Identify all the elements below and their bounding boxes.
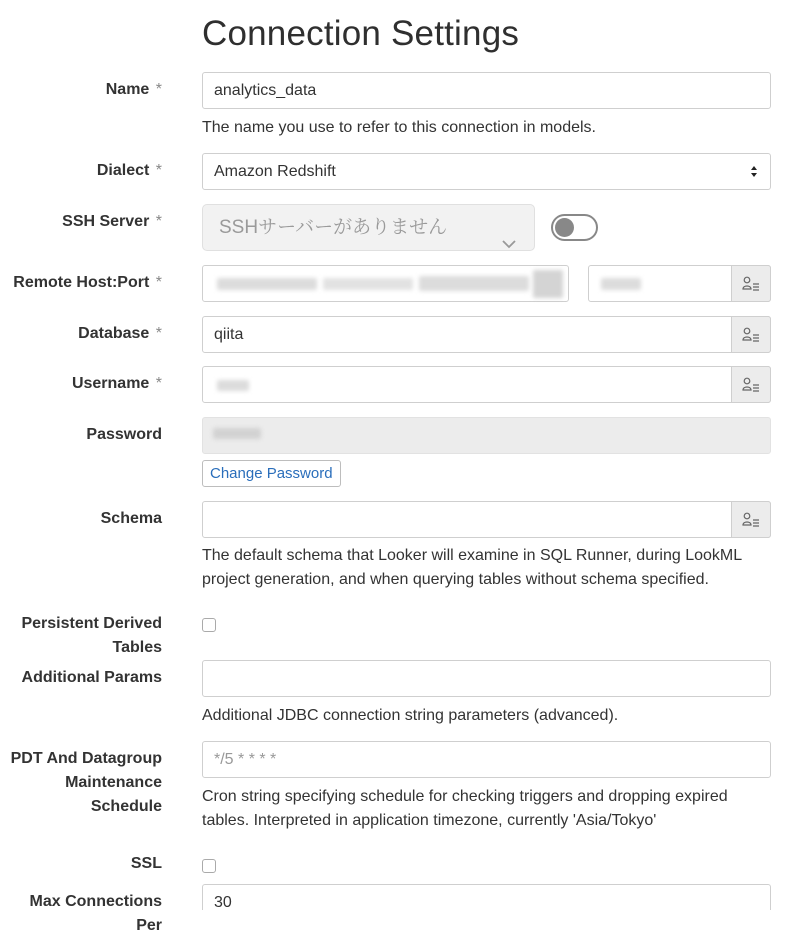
remote-host-input[interactable]: [202, 265, 569, 302]
username-input[interactable]: [202, 366, 771, 403]
ssh-server-select[interactable]: SSHサーバーがありません: [202, 204, 535, 251]
dialect-label: Dialect *: [96, 162, 162, 179]
toggle-knob: [555, 218, 574, 237]
user-list-icon[interactable]: [731, 366, 771, 403]
dialect-select[interactable]: Amazon Redshift: [202, 153, 771, 190]
redacted-text: [213, 428, 261, 439]
ssl-checkbox[interactable]: [202, 859, 216, 873]
chevron-down-icon: [502, 221, 516, 266]
pdt-schedule-help-text: Cron string specifying schedule for checking triggers and dropping expired tables. Interpreted in application timezone, currently 'Asia/Tokyo': [202, 788, 728, 829]
redacted-text: [601, 278, 641, 290]
change-password-button[interactable]: Change Password: [202, 460, 341, 487]
redacted-text: [419, 276, 529, 291]
user-list-icon[interactable]: [731, 501, 771, 538]
schema-label: Schema: [100, 510, 162, 527]
name-input[interactable]: analytics_data: [202, 72, 771, 109]
password-label: Password: [86, 426, 162, 443]
ssl-label: SSL: [130, 855, 162, 872]
additional-params-help-text: Additional JDBC connection string parameters (advanced).: [202, 707, 619, 724]
updown-arrows-icon: [750, 165, 758, 178]
remote-host-label: Remote Host:Port *: [13, 274, 162, 291]
name-label: Name *: [105, 81, 162, 98]
redacted-text: [533, 270, 563, 298]
database-label: Database *: [78, 325, 162, 342]
user-list-icon[interactable]: [731, 265, 771, 302]
pdt-checkbox[interactable]: [202, 618, 216, 632]
redacted-text: [217, 278, 317, 290]
user-list-icon[interactable]: [731, 316, 771, 353]
ssh-server-label: SSH Server *: [62, 213, 162, 230]
redacted-text: [217, 380, 249, 391]
pdt-label: Persistent Derived Tables: [21, 615, 162, 656]
username-label: Username *: [71, 375, 162, 392]
password-input: [202, 417, 771, 454]
max-connections-label: Max Connections Per: [29, 893, 162, 934]
schema-input[interactable]: [202, 501, 771, 538]
page-title: Connection Settings: [202, 14, 520, 53]
additional-params-label: Additional Params: [21, 669, 162, 686]
ssh-toggle[interactable]: [551, 214, 598, 241]
redacted-text: [323, 278, 413, 290]
name-help-text: The name you use to refer to this connection in models.: [202, 119, 596, 136]
pdt-schedule-input[interactable]: */5 * * * *: [202, 741, 771, 778]
additional-params-input[interactable]: [202, 660, 771, 697]
pdt-schedule-label: PDT And Datagroup Maintenance Schedule: [10, 750, 162, 815]
max-connections-input[interactable]: 30: [202, 884, 771, 910]
schema-help-text: The default schema that Looker will examine in SQL Runner, during LookML project generation, and when querying tables without schema specified.: [202, 547, 743, 588]
database-input[interactable]: qiita: [202, 316, 771, 353]
